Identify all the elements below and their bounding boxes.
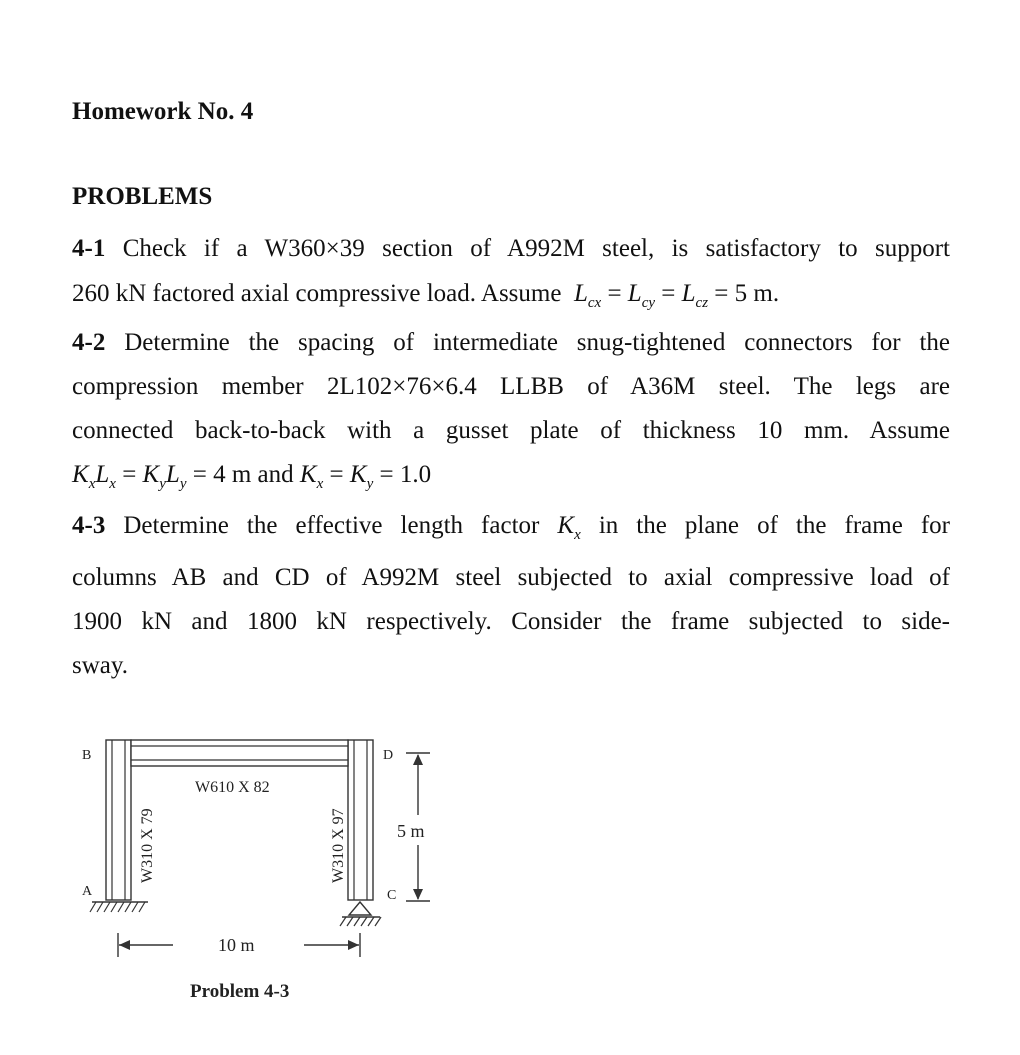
height-label: 5 m: [397, 821, 425, 841]
problem-4-1-line-2: [72, 271, 950, 316]
node-b-label: B: [82, 748, 92, 763]
problem-text: Check if a: [122, 235, 265, 262]
problem-number: 4-2: [72, 329, 106, 356]
problem-4-2-line-3: connected back-to-back with a gusset plate of thickness 10 mm. Assume: [72, 417, 950, 444]
frame-figure: [70, 735, 450, 1015]
problem-4-3-line-4: sway.: [72, 652, 129, 679]
span-label: 10 m: [218, 935, 255, 955]
left-column-label: W310 X 79: [139, 808, 156, 883]
section-heading: PROBLEMS: [72, 183, 213, 210]
figure-caption: Problem 4-3: [190, 981, 290, 1002]
k-factor-equation: $K_x = K_y = 1.0$: [299, 461, 432, 492]
effective-length-factor: $K_x$: [557, 512, 581, 543]
problem-number: 4-1: [72, 235, 106, 262]
section-designation: W360×39: [264, 235, 365, 262]
problem-4-2-line-1: [72, 321, 950, 365]
problem-number: 4-3: [72, 512, 106, 539]
problem-4-1: [72, 226, 950, 316]
problem-text: Determine the spacing of intermediate snug-tightened connectors for the: [124, 329, 951, 356]
node-c-label: C: [387, 888, 397, 903]
node-d-label: D: [383, 748, 394, 763]
problem-text: of A36M steel. The legs are: [587, 373, 950, 400]
pinned-support: [340, 902, 381, 926]
right-column: [348, 740, 373, 900]
problem-4-3-line-3: 1900 kN and 1800 kN respectively. Consider the frame subjected to side-: [72, 608, 950, 635]
right-column-label: W310 X 97: [330, 808, 347, 883]
beam: [131, 740, 348, 766]
problem-text: in the plane of the frame for: [598, 512, 951, 539]
problem-4-2: [72, 321, 950, 497]
homework-title: Homework No. 4: [72, 98, 254, 125]
length-assumption: $L_{cx} = L_{cy} = L_{cz} = 5$ m.: [573, 280, 780, 311]
problem-4-3-line-2: columns AB and CD of A992M steel subjected to axial compressive load of: [72, 564, 950, 591]
member-designation: 2L102×76×6.4 LLBB: [326, 373, 564, 400]
problem-text: section of A992M steel, is satisfactory to support: [364, 235, 950, 262]
problem-text: compression member: [72, 373, 304, 400]
problem-text: and: [257, 461, 294, 488]
problem-text: Determine the effective length factor: [123, 512, 540, 539]
problem-4-2-line-2: [72, 365, 950, 409]
frame-diagram: [70, 735, 450, 1015]
problem-4-3-line-1: [72, 508, 950, 544]
effective-length-equation: $K_xL_x = K_yL_y = 4$ m: [72, 461, 252, 492]
problem-4-1-line-1: [72, 226, 950, 271]
fixed-support: [90, 902, 148, 912]
beam-label: W610 X 82: [195, 779, 270, 796]
problem-text: 260 kN factored axial compressive load. Assume: [72, 280, 562, 307]
left-column: [106, 740, 131, 900]
node-a-label: A: [82, 884, 93, 899]
problem-4-2-line-4: [72, 453, 950, 497]
